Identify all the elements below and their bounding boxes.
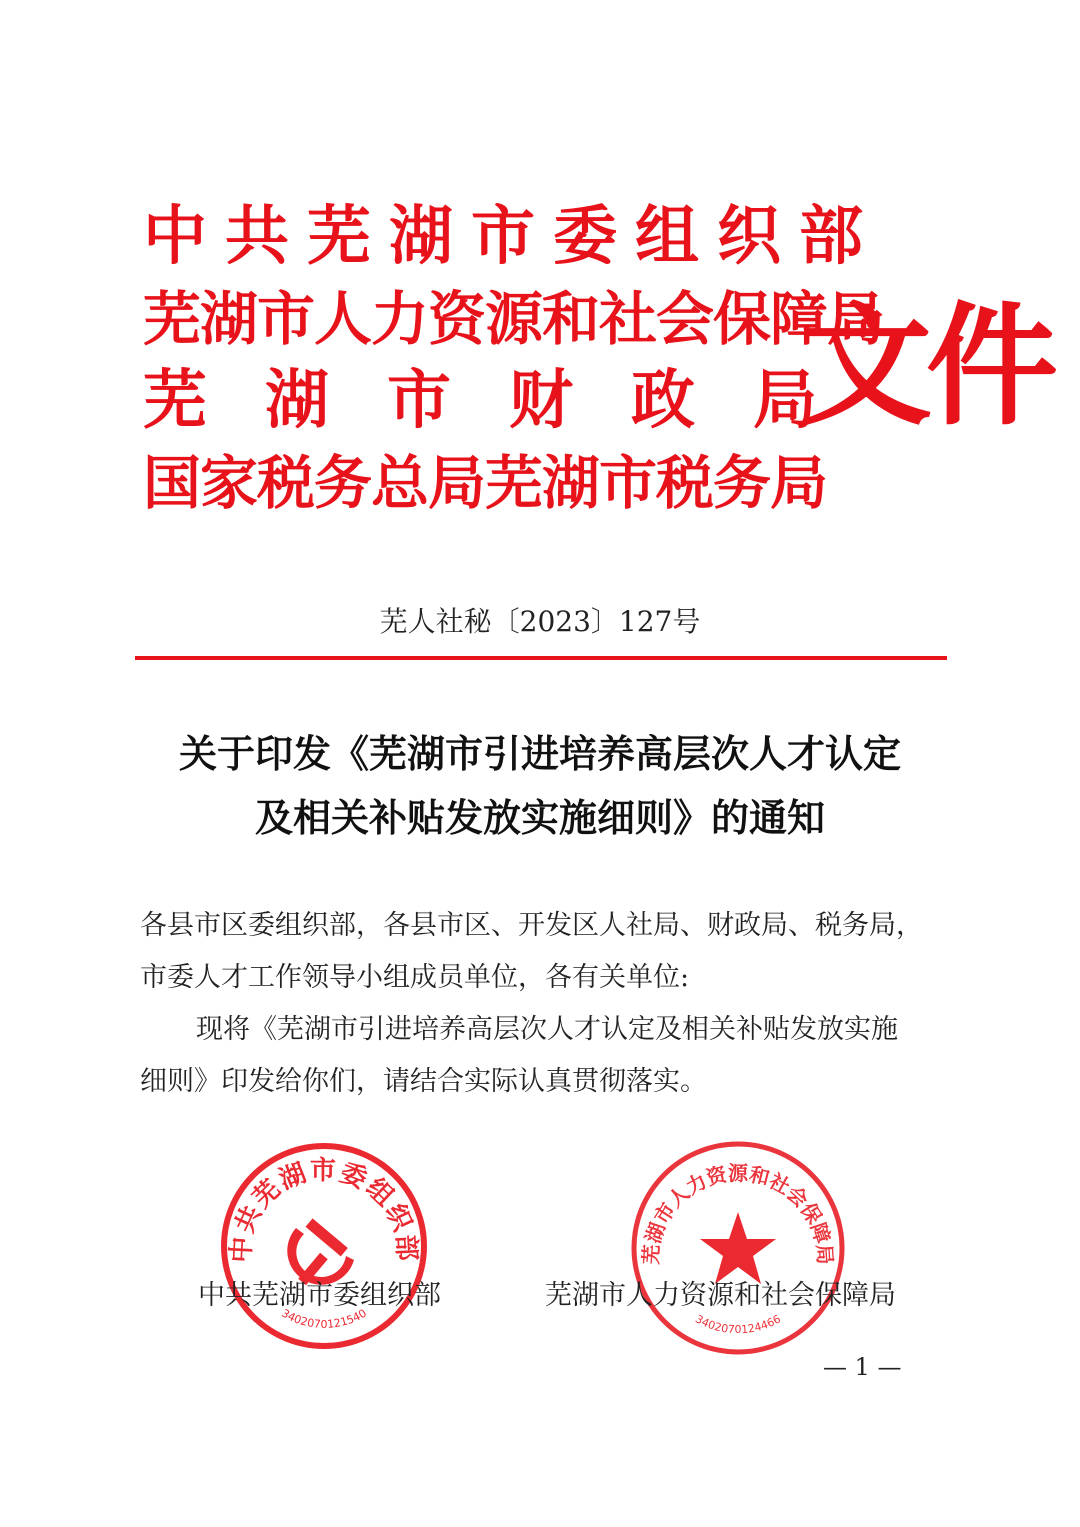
- hrss-bureau-seal: [628, 1138, 848, 1358]
- page-number: — 1 —: [823, 1353, 902, 1381]
- issuer-finance-bureau: 芜湖市财政局: [143, 363, 875, 438]
- document-title: [120, 722, 960, 850]
- document-body: [140, 900, 940, 1108]
- svg-text:3402070124466: [693, 1312, 783, 1336]
- red-divider: [135, 656, 947, 660]
- title-line-1: 关于印发《芜湖市引进培养高层次人才认定: [178, 731, 901, 776]
- salutation-line-2: 市委人才工作领导小组成员单位，各有关单位:: [140, 962, 690, 993]
- seal1-ring-text: 中共芜湖市委组织部: [226, 1155, 422, 1264]
- seal1-code: 3402070121540: [279, 1306, 369, 1331]
- seal2-code: 3402070124466: [693, 1312, 783, 1337]
- organization-dept-seal: [218, 1140, 430, 1352]
- salutation-line-1: 各县市区委组织部，各县市区、开发区人社局、财政局、税务局，: [140, 910, 923, 941]
- signature-hrss-bureau: 芜湖市人力资源和社会保障局: [545, 1280, 896, 1311]
- signature-organization-dept: 中共芜湖市委组织部: [198, 1280, 441, 1311]
- content-line-2: 细则》印发给你们，请结合实际认真贯彻落实。: [140, 1066, 707, 1097]
- title-line-2: 及相关补贴发放实施细则》的通知: [254, 795, 825, 840]
- content-line-1: 现将《芜湖市引进培养高层次人才认定及相关补贴发放实施: [196, 1014, 898, 1045]
- issuer-tax-bureau: 国家税务总局芜湖市税务局: [143, 449, 828, 517]
- seal2-ring-text: 芜湖市人力资源和社会保障局: [638, 1161, 838, 1266]
- issuer-block: [143, 196, 885, 524]
- issuer-organization-dept: 中共芜湖市委组织部: [143, 199, 881, 274]
- doc-number: 芜人社秘〔2023〕127号: [379, 605, 701, 638]
- doc-type-label: 文件: [800, 289, 1052, 444]
- issuer-hrss-bureau: 芜湖市人力资源和社会保障局: [143, 285, 885, 353]
